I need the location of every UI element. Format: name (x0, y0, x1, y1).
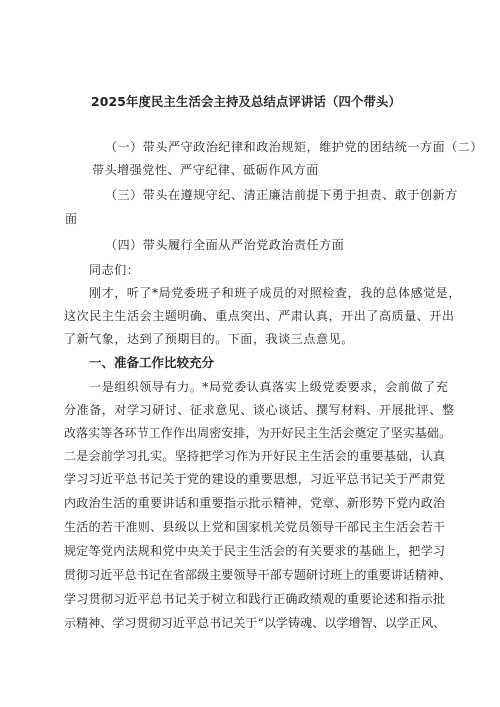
section-1-line-1: 一是组织领导有力。*局党委认真落实上级党委要求，会前做了充 (89, 380, 449, 394)
document-title: 2025年度民主生活会主持及总结点评讲话（四个带头） (91, 94, 401, 109)
greeting: 同志们： (89, 263, 140, 277)
outline-item-4: （四）带头履行全面从严治党政治责任方面 (105, 238, 345, 252)
section-1-line-4: 二是会前学习扎实。坚持把学习作为开好民主生活会的重要基础，认真 (64, 449, 446, 463)
outline-item-3: （三）带头在遵规守纪、清正廉洁前提下勇于担责、敢于创新方 (105, 188, 458, 202)
section-1-line-3: 改落实等各环节工作作出周密安排，为开好民主生活会奠定了坚实基础。 (64, 426, 452, 440)
section-1-line-5: 学习习近平总书记关于党的建设的重要思想，习近平总书记关于严肃党 (64, 472, 446, 486)
outline-item-1-cont: 带头增强党性、严守纪律、砥砺作风方面 (92, 163, 319, 177)
intro-line-2: 这次民主生活会主题明确、重点突出、严肃认真，开出了高质量、开出 (64, 309, 455, 323)
section-1-line-7: 生活的若干准则、县级以上党和国家机关党员领导干部民主生活会若干 (64, 520, 446, 534)
intro-line-1: 刚才，听了*局党委班子和班子成员的对照检查，我的总体感觉是， (89, 286, 462, 300)
outline-item-1: （一）带头严守政治纪律和政治规矩，维护党的团结统一方面（二） (105, 140, 484, 154)
section-1-line-8: 规定等党内法规和党中央关于民主生活会的有关要求的基础上，把学习 (64, 544, 446, 558)
section-1-line-9: 贯彻习近平总书记在省部级主要领导干部专题研讨班上的重要讲话精神、 (64, 568, 452, 582)
section-1-line-6: 内政治生活的重要讲话和重要指示批示精神，党章、新形势下党内政治 (64, 496, 446, 510)
section-1-line-11: 示精神、学习贯彻习近平总书记关于“以学铸魂、以学增智、以学正风、 (64, 616, 446, 630)
outline-item-3-cont: 面 (65, 212, 78, 226)
section-1-line-2: 分准备，对学习研讨、征求意见、谈心谈话、撰写材料、开展批评、整 (64, 403, 455, 417)
section-1-heading: 一、准备工作比较充分 (89, 355, 215, 370)
intro-line-3: 了新气象，达到了预期目的。下面，我谈三点意见。 (64, 332, 354, 346)
section-1-line-10: 学习贯彻习近平总书记关于树立和践行正确政绩观的重要论述和指示批 (64, 592, 446, 606)
